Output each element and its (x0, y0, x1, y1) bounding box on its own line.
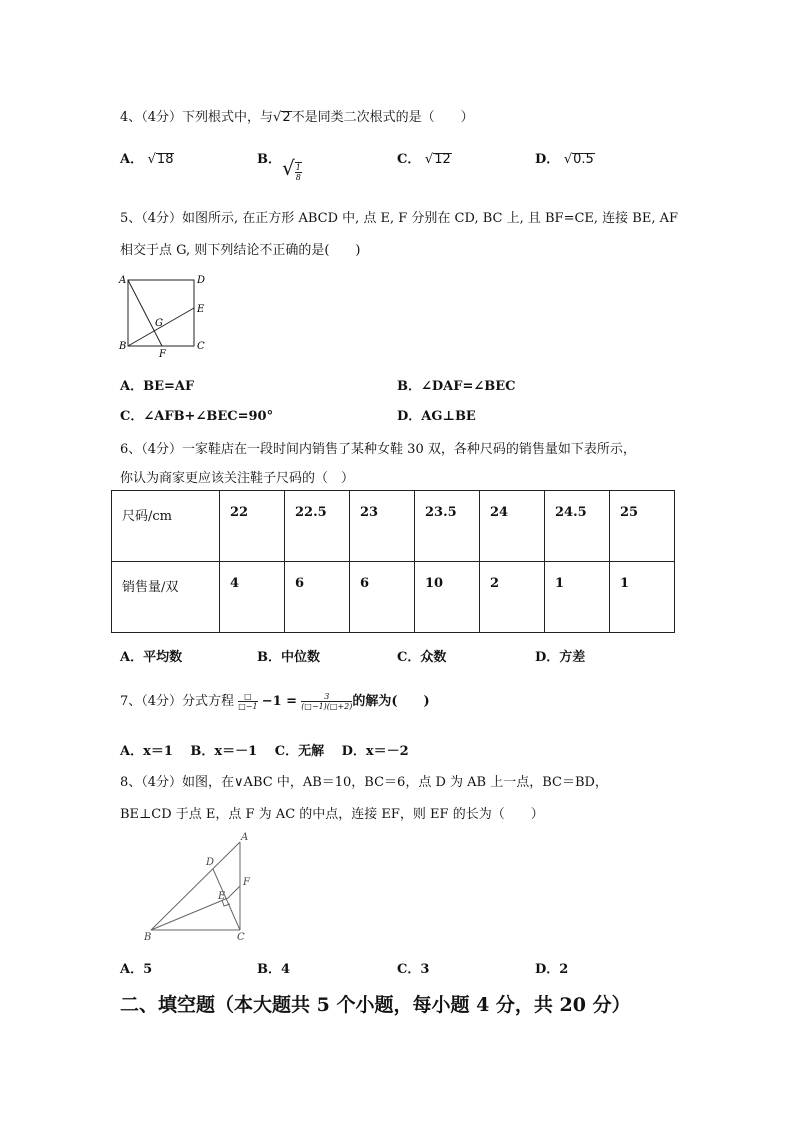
label-c: C (197, 341, 205, 352)
table-header-sales: 销售量/双 (112, 562, 220, 633)
q6-stem-line1: 6、（4分）一家鞋店在一段时间内销售了某种女鞋 30 双，各种尺码的销售量如下表所示， (120, 442, 636, 457)
label-a: A (241, 832, 249, 843)
label-g: G (155, 318, 163, 329)
label-e: E (218, 891, 226, 902)
q8-option-b: B．4 (257, 962, 291, 977)
segment-ab (151, 842, 240, 930)
square-abcd (128, 280, 194, 346)
segment-ef (228, 886, 240, 898)
table-cell: 22.5 (285, 491, 350, 562)
table-cell: 23.5 (415, 491, 480, 562)
q7-options: A．x＝1 B．x＝－1 C．无解 D．x＝－2 (120, 744, 409, 759)
q7-stem: 7、（4分）分式方程 $\frac{□}{□-1}$ −1 = $\frac{3}{(□-1)(□+2)}$ 的解为( ) (120, 692, 430, 711)
q6-stem-line2: 你认为商家更应该关注鞋子尺码的（ ） (120, 471, 355, 486)
q5-option-c: C．∠AFB+∠BEC=90° (120, 409, 274, 424)
q6-option-b: B．中位数 (257, 650, 321, 665)
label-f: F (159, 349, 166, 360)
table-cell: 23 (350, 491, 415, 562)
q6-option-c: C．众数 (397, 650, 447, 665)
q8-stem-line1: 8、（4分）如图，在∨ABC 中，AB＝10，BC＝6，点 D 为 AB 上一点，BC＝BD， (120, 775, 608, 790)
label-b: B (119, 341, 127, 352)
table-cell: 2 (480, 562, 545, 633)
q7-fraction-2: $\frac{3}{(□-1)(□+2)}$ (301, 692, 353, 711)
q4-stem: 4、（4分）下列根式中，与√2不是同类二次根式的是（ ） (120, 110, 474, 125)
q4-option-a: A． √18 (120, 152, 174, 167)
q8-stem-line2: BE⊥CD 于点 E，点 F 为 AC 的中点，连接 EF，则 EF 的长为（ ） (120, 807, 544, 822)
q8-triangle-figure (140, 828, 270, 946)
table-cell: 6 (350, 562, 415, 633)
q4-option-c: C． √12 (397, 152, 451, 167)
table-cell: 10 (415, 562, 480, 633)
table-header-size: 尺码/cm (112, 491, 220, 562)
segment-be (151, 898, 228, 930)
section-heading-fill-in: 二、填空题（本大题共 5 个小题，每小题 4 分，共 20 分） (120, 994, 631, 1016)
table-cell: 22 (220, 491, 285, 562)
q4-option-b-radical: √ $\frac{1}{8}$ (282, 156, 301, 182)
q5-stem-line2: 相交于点 G, 则下列结论不正确的是( ) (120, 243, 361, 258)
table-row (112, 491, 675, 562)
q6-option-a: A．平均数 (120, 650, 183, 665)
table-cell: 25 (610, 491, 675, 562)
label-a: A (119, 275, 127, 286)
label-e: E (197, 304, 205, 315)
label-d: D (206, 857, 215, 868)
table-cell: 1 (545, 562, 610, 633)
q6-sales-table (111, 490, 675, 633)
q5-square-figure (114, 270, 214, 360)
table-cell: 24.5 (545, 491, 610, 562)
table-cell: 6 (285, 562, 350, 633)
q7-fraction-1: $\frac{□}{□-1}$ (238, 692, 258, 711)
label-d: D (197, 275, 206, 286)
q5-option-a: A．BE=AF (120, 379, 195, 394)
table-row (112, 562, 675, 633)
q8-option-d: D．2 (535, 962, 569, 977)
q4-option-b: B． (257, 152, 281, 167)
table-cell: 4 (220, 562, 285, 633)
label-c: C (237, 932, 245, 943)
table-cell: 1 (610, 562, 675, 633)
q8-option-c: C．3 (397, 962, 430, 977)
table-cell: 24 (480, 491, 545, 562)
q4-option-d: D． √0.5 (535, 152, 594, 167)
label-f: F (243, 877, 250, 888)
q8-option-a: A．5 (120, 962, 153, 977)
q5-option-d: D．AG⊥BE (397, 409, 476, 424)
label-b: B (144, 932, 152, 943)
q5-option-b: B．∠DAF=∠BEC (397, 379, 516, 394)
q5-stem-line1: 5、（4分）如图所示, 在正方形 ABCD 中, 点 E, F 分别在 CD, BC 上, 且 BF=CE, 连接 BE, AF (120, 211, 679, 226)
q6-option-d: D．方差 (535, 650, 586, 665)
